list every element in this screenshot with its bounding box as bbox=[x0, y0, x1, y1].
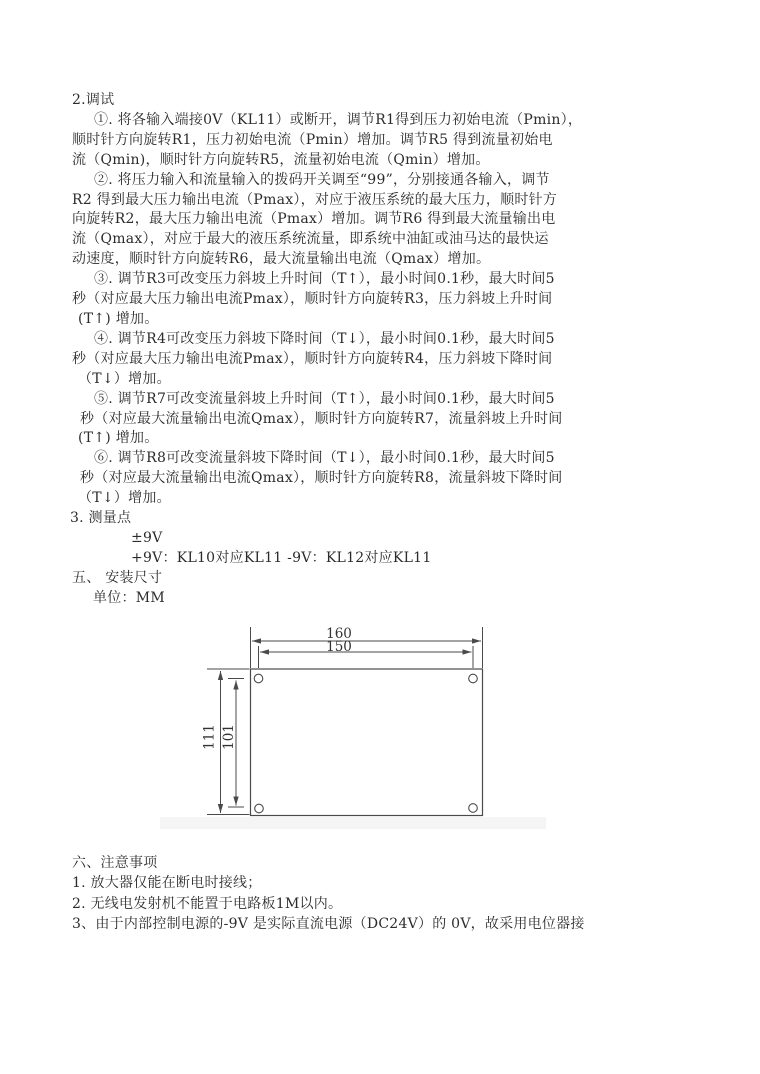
text-line: 秒（对应最大压力输出电流Pmax），顺时针方向旋转R3，压力斜坡上升时间 bbox=[72, 291, 553, 308]
mounting-hole-top-right bbox=[469, 674, 478, 683]
dim-height-outer-label-group bbox=[202, 724, 218, 750]
text-line: 2. 无线电发射机不能置于电路板1M以内。 bbox=[72, 895, 343, 912]
text-line: ±9V bbox=[131, 529, 163, 546]
body-text-block bbox=[0, 91, 760, 609]
text-line: 六、注意事项 bbox=[72, 855, 158, 871]
text-line: （T↓）增加。 bbox=[78, 490, 171, 507]
text-line: （T↓）增加。 bbox=[78, 370, 171, 387]
text-line: ②. 将压力输入和流量输入的拨码开关调至“99”，分别接通各输入，调节 bbox=[94, 171, 550, 188]
text-line: 秒（对应最大流量输出电流Qmax），顺时针方向旋转R8，流量斜坡下降时间 bbox=[80, 470, 563, 487]
text-line: 3. 测量点 bbox=[70, 510, 132, 527]
text-line: ⑤. 调节R7可改变流量斜坡上升时间（T↑），最小时间0.1秒，最大时间5 bbox=[94, 390, 555, 407]
text-line: 顺时针方向旋转R1，压力初始电流（Pmin）增加。调节R5 得到流量初始电 bbox=[72, 131, 553, 148]
mounting-hole-bottom-right bbox=[469, 804, 478, 813]
notes-text-block bbox=[0, 853, 760, 934]
mounting-hole-top-left bbox=[254, 674, 263, 683]
text-line: 秒（对应最大压力输出电流Pmax），顺时针方向旋转R4，压力斜坡下降时间 bbox=[72, 350, 553, 367]
text-line: (T↑) 增加。 bbox=[78, 310, 159, 327]
text-line: 单位：MM bbox=[93, 589, 165, 606]
installation-dimension-figure bbox=[160, 618, 550, 833]
text-line: 流（Qmax），对应于最大的液压系统流量，即系统中油缸或油马达的最快运 bbox=[72, 231, 549, 248]
text-line: R2 得到最大压力输出电流（Pmax），对应于液压系统的最大压力，顺时针方 bbox=[72, 191, 558, 208]
text-line: 秒（对应最大流量输出电流Qmax），顺时针方向旋转R7，流量斜坡上升时间 bbox=[80, 410, 563, 427]
text-line: 五、 安装尺寸 bbox=[72, 569, 163, 586]
mounting-hole-bottom-left bbox=[255, 804, 264, 813]
dim-height-outer-label: 111 bbox=[201, 724, 218, 750]
panel-outline bbox=[251, 669, 483, 816]
dim-height-holes-label-group bbox=[221, 722, 237, 752]
dim-width-holes-label: 150 bbox=[326, 639, 352, 655]
text-line: ⑥. 调节R8可改变流量斜坡下降时间（T↓），最小时间0.1秒，最大时间5 bbox=[94, 450, 555, 467]
text-line: 1. 放大器仅能在断电时接线； bbox=[72, 875, 262, 892]
dimension-drawing-svg bbox=[160, 618, 550, 833]
text-line: 动速度，顺时针方向旋转R6，最大流量输出电流（Qmax）增加。 bbox=[72, 251, 491, 268]
text-line: ③. 调节R3可改变压力斜坡上升时间（T↑），最小时间0.1秒，最大时间5 bbox=[94, 271, 555, 288]
dim-height-holes-label: 101 bbox=[221, 724, 237, 750]
scan-artifact-band bbox=[160, 817, 546, 829]
text-line: (T↑) 增加。 bbox=[78, 430, 159, 447]
text-line: 3、由于内部控制电源的-9V 是实际直流电源（DC24V）的 0V，故采用电位器接 bbox=[72, 915, 585, 932]
text-line: ①. 将各输入端接0V（KL11）或断开，调节R1得到压力初始电流（Pmin）， bbox=[94, 111, 583, 128]
text-line: +9V：KL10对应KL11 -9V：KL12对应KL11 bbox=[131, 549, 432, 566]
text-line: 向旋转R2，最大压力输出电流（Pmax）增加。调节R6 得到最大流量输出电 bbox=[72, 211, 556, 228]
text-line: 2.调试 bbox=[72, 92, 115, 108]
text-line: 流（Qmin)，顺时针方向旋转R5，流量初始电流（Qmin）增加。 bbox=[72, 151, 490, 168]
dim-width-outer-label: 160 bbox=[326, 626, 352, 642]
text-line: ④. 调节R4可改变压力斜坡下降时间（T↓），最小时间0.1秒，最大时间5 bbox=[94, 330, 555, 347]
